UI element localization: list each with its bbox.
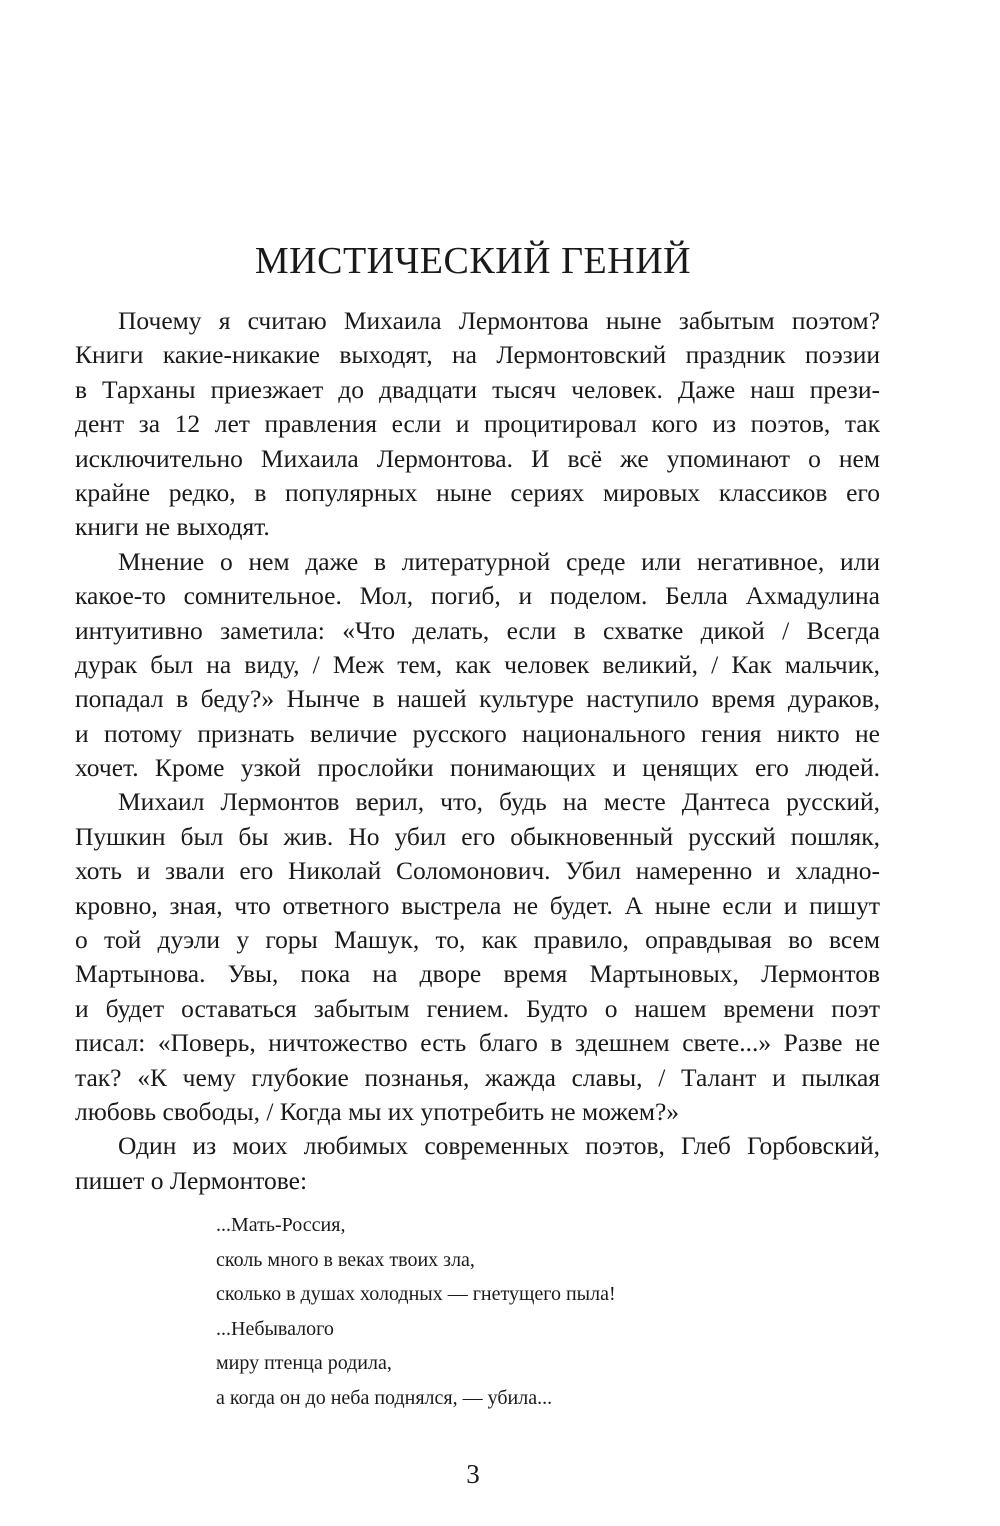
text-line: так? «К чему глубокие познанья, жажда славы, / Талант и пылкая bbox=[75, 1062, 880, 1092]
text-line: исключительно Михаила Лермонтова. И всё же упоминают о нем bbox=[75, 443, 880, 473]
text-line: Мартынова. Увы, пока на дворе время Мартыновых, Лермонтов bbox=[75, 959, 880, 989]
text-line: дент за 12 лет правления если и процитировал кого из поэтов, так bbox=[75, 409, 880, 439]
text-line: Книги какие-никакие выходят, на Лермонтовский праздник поэзии bbox=[75, 340, 880, 370]
text-line: Пушкин был бы жив. Но убил его обыкновенный русский пошляк, bbox=[75, 821, 880, 851]
chapter-title: МИСТИЧЕСКИЙ ГЕНИЙ bbox=[254, 240, 692, 282]
poem-line: миру птенца родила, bbox=[216, 1352, 392, 1374]
text-line: книги не выходят. bbox=[75, 512, 270, 542]
poem-line: ...Небывалого bbox=[216, 1317, 334, 1340]
poem-line: сколь много в веках твоих зла, bbox=[216, 1248, 475, 1271]
text-line: и потому признать величие русского национального гения никто не bbox=[75, 718, 880, 748]
poem-quote bbox=[216, 1208, 776, 1415]
text-line: хочет. Кроме узкой прослойки понимающих и ценящих его людей. bbox=[75, 753, 880, 783]
text-line: какое-то сомнительное. Мол, погиб, и поделом. Белла Ахмадулина bbox=[75, 581, 880, 611]
text-line: о той дуэли у горы Машук, то, как правило, оправдывая во всем bbox=[75, 925, 880, 955]
page-number: 3 bbox=[466, 1459, 480, 1489]
text-line: любовь свободы, / Когда мы их употребить не можем?» bbox=[75, 1096, 680, 1126]
text-line: пишет о Лермонтове: bbox=[75, 1165, 308, 1195]
text-line: Один из моих любимых современных поэтов, Глеб Горбовский, bbox=[118, 1131, 880, 1161]
text-line: писал: «Поверь, ничтожество есть благо в здешнем свете...» Разве не bbox=[75, 1028, 880, 1058]
text-line: Почему я считаю Михаила Лермонтова ныне забытым поэтом? bbox=[118, 306, 880, 335]
text-line: в Тарханы приезжает до двадцати тысяч человек. Даже наш прези- bbox=[75, 374, 880, 404]
text-line: крайне редко, в популярных ныне сериях мировых классиков его bbox=[75, 477, 880, 507]
poem-line: сколько в душах холодных — гнетущего пыла! bbox=[216, 1283, 616, 1305]
poem-line: а когда он до неба поднялся, — убила... bbox=[216, 1386, 553, 1409]
text-line: дурак был на виду, / Меж тем, как человек великий, / Как мальчик, bbox=[75, 649, 880, 679]
text-line: хоть и звали его Николай Соломонович. Убил намеренно и хладно- bbox=[75, 856, 880, 886]
text-line: Мнение о нем даже в литературной среде или негативное, или bbox=[118, 546, 880, 576]
text-line: попадал в беду?» Нынче в нашей культуре наступило время дураков, bbox=[75, 684, 880, 714]
poem-line: ...Мать-Россия, bbox=[216, 1214, 346, 1236]
text-line: интуитивно заметила: «Что делать, если в схватке дикой / Всегда bbox=[75, 615, 880, 645]
text-line: кровно, зная, что ответного выстрела не будет. А ныне если и пишут bbox=[75, 890, 880, 920]
prose-body bbox=[75, 304, 880, 1198]
text-line: и будет оставаться забытым гением. Будто о нашем времени поэт bbox=[75, 993, 880, 1023]
text-line: Михаил Лермонтов верил, что, будь на месте Дантеса русский, bbox=[118, 787, 880, 817]
